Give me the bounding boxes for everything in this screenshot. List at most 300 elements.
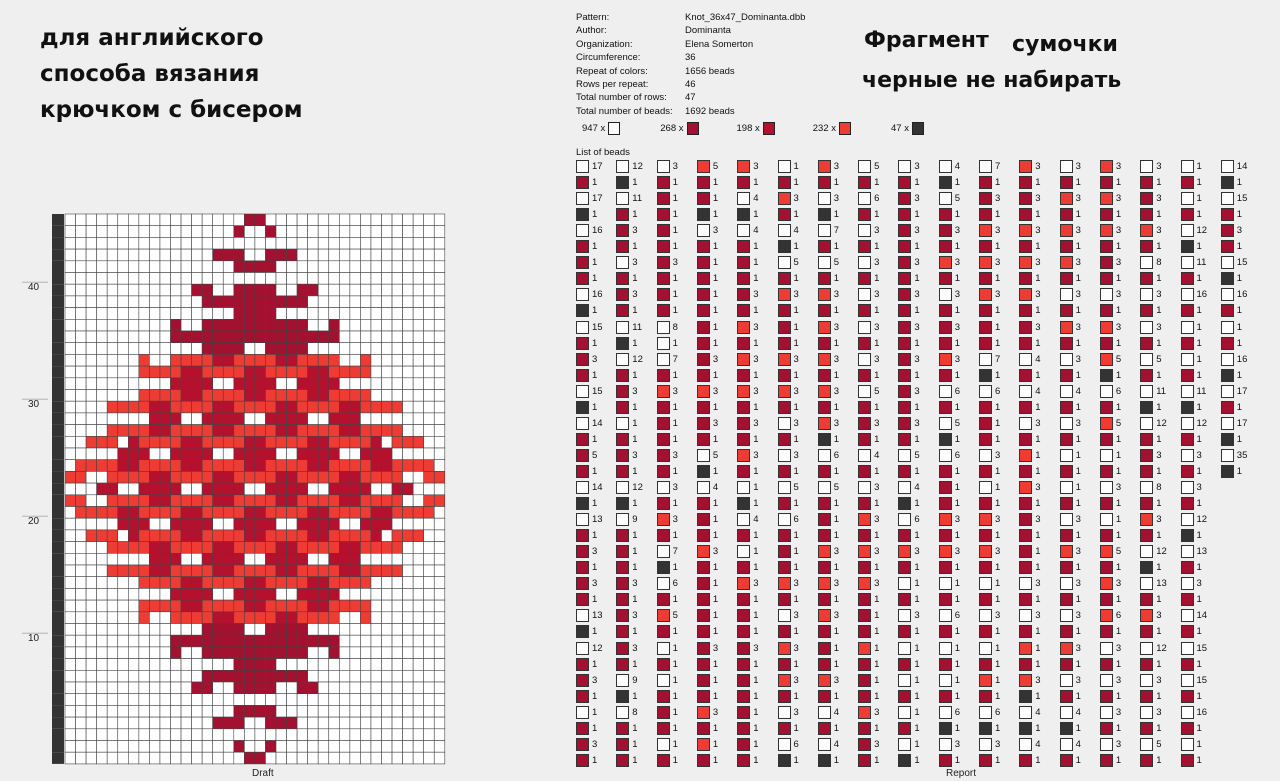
draft-cell[interactable] xyxy=(160,577,171,589)
draft-cell[interactable] xyxy=(434,729,445,741)
draft-cell[interactable] xyxy=(392,565,403,577)
draft-cell[interactable] xyxy=(329,705,340,717)
draft-cell[interactable] xyxy=(403,483,414,495)
draft-cell[interactable] xyxy=(255,319,266,331)
draft-cell[interactable] xyxy=(318,588,329,600)
draft-cell[interactable] xyxy=(97,729,108,741)
draft-cell[interactable] xyxy=(434,577,445,589)
draft-cell[interactable] xyxy=(371,483,382,495)
draft-cell[interactable] xyxy=(213,296,224,308)
draft-cell[interactable] xyxy=(424,308,435,320)
draft-cell[interactable] xyxy=(360,214,371,226)
draft-cell[interactable] xyxy=(360,366,371,378)
draft-cell[interactable] xyxy=(223,577,234,589)
draft-cell[interactable] xyxy=(329,635,340,647)
draft-cell[interactable] xyxy=(149,249,160,261)
draft-cell[interactable] xyxy=(97,612,108,624)
draft-cell[interactable] xyxy=(202,670,213,682)
draft-cell[interactable] xyxy=(413,635,424,647)
draft-cell[interactable] xyxy=(128,331,139,343)
draft-cell[interactable] xyxy=(371,273,382,285)
draft-cell[interactable] xyxy=(107,717,118,729)
draft-cell[interactable] xyxy=(181,249,192,261)
draft-cell[interactable] xyxy=(424,296,435,308)
draft-cell[interactable] xyxy=(255,483,266,495)
draft-cell[interactable] xyxy=(265,495,276,507)
draft-cell[interactable] xyxy=(265,530,276,542)
draft-cell[interactable] xyxy=(382,448,393,460)
draft-cell[interactable] xyxy=(308,741,319,753)
draft-cell[interactable] xyxy=(434,226,445,238)
draft-cell[interactable] xyxy=(371,413,382,425)
draft-cell[interactable] xyxy=(234,273,245,285)
draft-cell[interactable] xyxy=(76,390,87,402)
draft-cell[interactable] xyxy=(160,694,171,706)
draft-cell[interactable] xyxy=(265,284,276,296)
draft-cell[interactable] xyxy=(65,530,76,542)
draft-cell[interactable] xyxy=(234,343,245,355)
draft-cell[interactable] xyxy=(213,542,224,554)
draft-cell[interactable] xyxy=(434,624,445,636)
draft-cell[interactable] xyxy=(350,577,361,589)
draft-cell[interactable] xyxy=(339,705,350,717)
draft-cell[interactable] xyxy=(149,401,160,413)
draft-cell[interactable] xyxy=(192,741,203,753)
draft-cell[interactable] xyxy=(308,413,319,425)
draft-cell[interactable] xyxy=(392,635,403,647)
draft-cell[interactable] xyxy=(139,354,150,366)
draft-cell[interactable] xyxy=(392,647,403,659)
draft-cell[interactable] xyxy=(65,214,76,226)
draft-cell[interactable] xyxy=(160,682,171,694)
draft-cell[interactable] xyxy=(350,647,361,659)
draft-cell[interactable] xyxy=(424,518,435,530)
draft-cell[interactable] xyxy=(97,682,108,694)
draft-cell[interactable] xyxy=(318,308,329,320)
draft-cell[interactable] xyxy=(350,378,361,390)
draft-cell[interactable] xyxy=(434,354,445,366)
draft-cell[interactable] xyxy=(244,448,255,460)
draft-cell[interactable] xyxy=(434,331,445,343)
draft-cell[interactable] xyxy=(213,624,224,636)
draft-cell[interactable] xyxy=(202,682,213,694)
draft-cell[interactable] xyxy=(318,530,329,542)
draft-cell[interactable] xyxy=(318,542,329,554)
draft-cell[interactable] xyxy=(350,612,361,624)
draft-cell[interactable] xyxy=(308,354,319,366)
draft-cell[interactable] xyxy=(350,495,361,507)
draft-cell[interactable] xyxy=(171,249,182,261)
draft-cell[interactable] xyxy=(149,624,160,636)
draft-cell[interactable] xyxy=(181,308,192,320)
draft-cell[interactable] xyxy=(434,249,445,261)
draft-cell[interactable] xyxy=(255,729,266,741)
draft-cell[interactable] xyxy=(339,518,350,530)
draft-cell[interactable] xyxy=(97,542,108,554)
draft-cell[interactable] xyxy=(160,354,171,366)
draft-cell[interactable] xyxy=(329,273,340,285)
draft-cell[interactable] xyxy=(107,401,118,413)
draft-cell[interactable] xyxy=(76,331,87,343)
draft-cell[interactable] xyxy=(76,577,87,589)
draft-cell[interactable] xyxy=(424,237,435,249)
draft-cell[interactable] xyxy=(139,600,150,612)
draft-cell[interactable] xyxy=(371,588,382,600)
draft-cell[interactable] xyxy=(128,483,139,495)
draft-cell[interactable] xyxy=(329,237,340,249)
draft-cell[interactable] xyxy=(434,214,445,226)
draft-cell[interactable] xyxy=(223,624,234,636)
draft-cell[interactable] xyxy=(255,612,266,624)
draft-cell[interactable] xyxy=(371,425,382,437)
draft-cell[interactable] xyxy=(181,752,192,764)
draft-cell[interactable] xyxy=(318,612,329,624)
draft-cell[interactable] xyxy=(287,237,298,249)
draft-cell[interactable] xyxy=(350,507,361,519)
draft-cell[interactable] xyxy=(403,390,414,402)
draft-cell[interactable] xyxy=(360,460,371,472)
draft-cell[interactable] xyxy=(371,741,382,753)
draft-cell[interactable] xyxy=(413,670,424,682)
draft-cell[interactable] xyxy=(392,237,403,249)
draft-cell[interactable] xyxy=(276,542,287,554)
draft-cell[interactable] xyxy=(329,694,340,706)
draft-cell[interactable] xyxy=(255,624,266,636)
draft-cell[interactable] xyxy=(171,670,182,682)
draft-cell[interactable] xyxy=(287,483,298,495)
draft-cell[interactable] xyxy=(308,647,319,659)
draft-cell[interactable] xyxy=(107,495,118,507)
draft-cell[interactable] xyxy=(413,588,424,600)
draft-cell[interactable] xyxy=(255,670,266,682)
draft-cell[interactable] xyxy=(350,319,361,331)
draft-cell[interactable] xyxy=(265,577,276,589)
draft-cell[interactable] xyxy=(128,226,139,238)
draft-cell[interactable] xyxy=(424,670,435,682)
draft-cell[interactable] xyxy=(213,354,224,366)
draft-cell[interactable] xyxy=(149,495,160,507)
draft-cell[interactable] xyxy=(392,273,403,285)
draft-cell[interactable] xyxy=(350,717,361,729)
draft-cell[interactable] xyxy=(360,542,371,554)
draft-cell[interactable] xyxy=(171,471,182,483)
draft-cell[interactable] xyxy=(276,600,287,612)
draft-cell[interactable] xyxy=(128,378,139,390)
draft-cell[interactable] xyxy=(86,471,97,483)
draft-cell[interactable] xyxy=(181,214,192,226)
draft-cell[interactable] xyxy=(297,624,308,636)
draft-cell[interactable] xyxy=(297,413,308,425)
draft-cell[interactable] xyxy=(107,577,118,589)
draft-cell[interactable] xyxy=(265,647,276,659)
draft-cell[interactable] xyxy=(65,518,76,530)
draft-cell[interactable] xyxy=(371,378,382,390)
draft-cell[interactable] xyxy=(339,249,350,261)
draft-cell[interactable] xyxy=(413,612,424,624)
draft-cell[interactable] xyxy=(424,659,435,671)
draft-cell[interactable] xyxy=(192,284,203,296)
draft-cell[interactable] xyxy=(181,366,192,378)
draft-cell[interactable] xyxy=(192,296,203,308)
draft-cell[interactable] xyxy=(413,460,424,472)
draft-cell[interactable] xyxy=(392,717,403,729)
draft-cell[interactable] xyxy=(413,705,424,717)
draft-cell[interactable] xyxy=(318,436,329,448)
draft-cell[interactable] xyxy=(181,553,192,565)
draft-cell[interactable] xyxy=(149,354,160,366)
draft-cell[interactable] xyxy=(86,331,97,343)
draft-cell[interactable] xyxy=(382,308,393,320)
draft-cell[interactable] xyxy=(65,752,76,764)
draft-cell[interactable] xyxy=(149,741,160,753)
draft-cell[interactable] xyxy=(244,308,255,320)
draft-cell[interactable] xyxy=(192,226,203,238)
draft-cell[interactable] xyxy=(192,553,203,565)
draft-cell[interactable] xyxy=(118,729,129,741)
draft-cell[interactable] xyxy=(76,273,87,285)
draft-cell[interactable] xyxy=(413,471,424,483)
draft-cell[interactable] xyxy=(107,729,118,741)
draft-cell[interactable] xyxy=(76,495,87,507)
draft-cell[interactable] xyxy=(424,319,435,331)
draft-cell[interactable] xyxy=(65,366,76,378)
draft-cell[interactable] xyxy=(308,600,319,612)
draft-cell[interactable] xyxy=(86,296,97,308)
draft-cell[interactable] xyxy=(128,448,139,460)
draft-cell[interactable] xyxy=(371,390,382,402)
draft-cell[interactable] xyxy=(371,343,382,355)
draft-cell[interactable] xyxy=(318,717,329,729)
draft-cell[interactable] xyxy=(382,273,393,285)
draft-cell[interactable] xyxy=(171,273,182,285)
draft-cell[interactable] xyxy=(149,518,160,530)
draft-cell[interactable] xyxy=(382,565,393,577)
draft-cell[interactable] xyxy=(139,624,150,636)
draft-cell[interactable] xyxy=(181,682,192,694)
draft-cell[interactable] xyxy=(244,249,255,261)
draft-cell[interactable] xyxy=(297,682,308,694)
draft-cell[interactable] xyxy=(371,600,382,612)
draft-cell[interactable] xyxy=(287,273,298,285)
draft-cell[interactable] xyxy=(297,717,308,729)
draft-cell[interactable] xyxy=(350,741,361,753)
draft-cell[interactable] xyxy=(318,425,329,437)
draft-cell[interactable] xyxy=(339,717,350,729)
draft-cell[interactable] xyxy=(192,460,203,472)
draft-cell[interactable] xyxy=(382,413,393,425)
draft-cell[interactable] xyxy=(86,624,97,636)
draft-cell[interactable] xyxy=(202,507,213,519)
draft-cell[interactable] xyxy=(424,483,435,495)
draft-cell[interactable] xyxy=(76,378,87,390)
draft-cell[interactable] xyxy=(297,565,308,577)
draft-cell[interactable] xyxy=(76,588,87,600)
draft-cell[interactable] xyxy=(171,436,182,448)
draft-cell[interactable] xyxy=(308,705,319,717)
draft-cell[interactable] xyxy=(350,284,361,296)
draft-cell[interactable] xyxy=(107,284,118,296)
draft-cell[interactable] xyxy=(255,343,266,355)
draft-cell[interactable] xyxy=(413,413,424,425)
draft-cell[interactable] xyxy=(434,659,445,671)
draft-cell[interactable] xyxy=(97,273,108,285)
draft-cell[interactable] xyxy=(202,600,213,612)
draft-cell[interactable] xyxy=(86,518,97,530)
draft-cell[interactable] xyxy=(413,624,424,636)
draft-cell[interactable] xyxy=(297,647,308,659)
draft-cell[interactable] xyxy=(265,261,276,273)
draft-cell[interactable] xyxy=(265,237,276,249)
draft-cell[interactable] xyxy=(223,647,234,659)
draft-cell[interactable] xyxy=(171,553,182,565)
draft-cell[interactable] xyxy=(171,518,182,530)
draft-cell[interactable] xyxy=(76,425,87,437)
draft-cell[interactable] xyxy=(287,471,298,483)
draft-cell[interactable] xyxy=(234,460,245,472)
draft-cell[interactable] xyxy=(360,471,371,483)
draft-cell[interactable] xyxy=(65,612,76,624)
draft-cell[interactable] xyxy=(403,284,414,296)
draft-cell[interactable] xyxy=(392,471,403,483)
draft-cell[interactable] xyxy=(86,600,97,612)
draft-cell[interactable] xyxy=(276,682,287,694)
draft-cell[interactable] xyxy=(149,378,160,390)
draft-cell[interactable] xyxy=(139,284,150,296)
draft-cell[interactable] xyxy=(308,401,319,413)
draft-cell[interactable] xyxy=(403,319,414,331)
draft-cell[interactable] xyxy=(287,729,298,741)
draft-cell[interactable] xyxy=(160,308,171,320)
draft-cell[interactable] xyxy=(128,588,139,600)
draft-cell[interactable] xyxy=(360,237,371,249)
draft-cell[interactable] xyxy=(297,729,308,741)
draft-cell[interactable] xyxy=(202,553,213,565)
draft-cell[interactable] xyxy=(403,343,414,355)
draft-cell[interactable] xyxy=(213,600,224,612)
draft-cell[interactable] xyxy=(107,565,118,577)
draft-cell[interactable] xyxy=(350,249,361,261)
draft-cell[interactable] xyxy=(434,647,445,659)
draft-cell[interactable] xyxy=(434,366,445,378)
draft-cell[interactable] xyxy=(76,226,87,238)
draft-cell[interactable] xyxy=(297,237,308,249)
draft-cell[interactable] xyxy=(213,729,224,741)
draft-cell[interactable] xyxy=(413,530,424,542)
draft-cell[interactable] xyxy=(287,507,298,519)
draft-cell[interactable] xyxy=(234,401,245,413)
draft-cell[interactable] xyxy=(350,624,361,636)
draft-cell[interactable] xyxy=(192,717,203,729)
draft-cell[interactable] xyxy=(276,436,287,448)
draft-cell[interactable] xyxy=(223,565,234,577)
draft-cell[interactable] xyxy=(160,729,171,741)
draft-cell[interactable] xyxy=(181,659,192,671)
draft-cell[interactable] xyxy=(97,530,108,542)
draft-cell[interactable] xyxy=(265,448,276,460)
draft-cell[interactable] xyxy=(360,553,371,565)
draft-cell[interactable] xyxy=(160,612,171,624)
draft-cell[interactable] xyxy=(160,378,171,390)
draft-cell[interactable] xyxy=(413,647,424,659)
draft-cell[interactable] xyxy=(360,354,371,366)
draft-cell[interactable] xyxy=(223,471,234,483)
draft-cell[interactable] xyxy=(255,284,266,296)
draft-cell[interactable] xyxy=(202,354,213,366)
draft-cell[interactable] xyxy=(223,670,234,682)
draft-cell[interactable] xyxy=(329,495,340,507)
draft-cell[interactable] xyxy=(65,495,76,507)
draft-cell[interactable] xyxy=(287,390,298,402)
draft-cell[interactable] xyxy=(255,296,266,308)
draft-cell[interactable] xyxy=(308,694,319,706)
draft-cell[interactable] xyxy=(434,343,445,355)
draft-cell[interactable] xyxy=(234,600,245,612)
draft-cell[interactable] xyxy=(382,390,393,402)
draft-cell[interactable] xyxy=(192,694,203,706)
draft-cell[interactable] xyxy=(413,366,424,378)
draft-cell[interactable] xyxy=(223,436,234,448)
draft-cell[interactable] xyxy=(97,284,108,296)
draft-cell[interactable] xyxy=(382,495,393,507)
draft-cell[interactable] xyxy=(255,682,266,694)
draft-cell[interactable] xyxy=(297,670,308,682)
draft-cell[interactable] xyxy=(287,530,298,542)
draft-cell[interactable] xyxy=(86,436,97,448)
draft-cell[interactable] xyxy=(392,460,403,472)
draft-cell[interactable] xyxy=(424,612,435,624)
draft-cell[interactable] xyxy=(350,390,361,402)
draft-cell[interactable] xyxy=(223,331,234,343)
draft-cell[interactable] xyxy=(382,226,393,238)
draft-cell[interactable] xyxy=(297,483,308,495)
draft-cell[interactable] xyxy=(149,553,160,565)
draft-cell[interactable] xyxy=(287,319,298,331)
draft-cell[interactable] xyxy=(308,624,319,636)
draft-cell[interactable] xyxy=(202,729,213,741)
draft-cell[interactable] xyxy=(360,635,371,647)
draft-cell[interactable] xyxy=(76,354,87,366)
draft-cell[interactable] xyxy=(128,647,139,659)
draft-cell[interactable] xyxy=(192,670,203,682)
draft-cell[interactable] xyxy=(65,343,76,355)
draft-cell[interactable] xyxy=(392,600,403,612)
draft-cell[interactable] xyxy=(360,612,371,624)
draft-cell[interactable] xyxy=(97,413,108,425)
draft-cell[interactable] xyxy=(350,635,361,647)
draft-cell[interactable] xyxy=(403,705,414,717)
draft-cell[interactable] xyxy=(65,565,76,577)
draft-cell[interactable] xyxy=(171,378,182,390)
draft-cell[interactable] xyxy=(318,577,329,589)
draft-cell[interactable] xyxy=(107,530,118,542)
draft-cell[interactable] xyxy=(339,635,350,647)
draft-cell[interactable] xyxy=(149,390,160,402)
draft-cell[interactable] xyxy=(297,226,308,238)
draft-cell[interactable] xyxy=(160,448,171,460)
draft-cell[interactable] xyxy=(413,729,424,741)
draft-cell[interactable] xyxy=(118,624,129,636)
draft-cell[interactable] xyxy=(297,460,308,472)
draft-cell[interactable] xyxy=(244,226,255,238)
draft-cell[interactable] xyxy=(329,752,340,764)
draft-cell[interactable] xyxy=(76,413,87,425)
draft-cell[interactable] xyxy=(86,390,97,402)
draft-cell[interactable] xyxy=(149,647,160,659)
draft-cell[interactable] xyxy=(107,226,118,238)
draft-cell[interactable] xyxy=(202,284,213,296)
draft-cell[interactable] xyxy=(234,682,245,694)
draft-cell[interactable] xyxy=(413,249,424,261)
